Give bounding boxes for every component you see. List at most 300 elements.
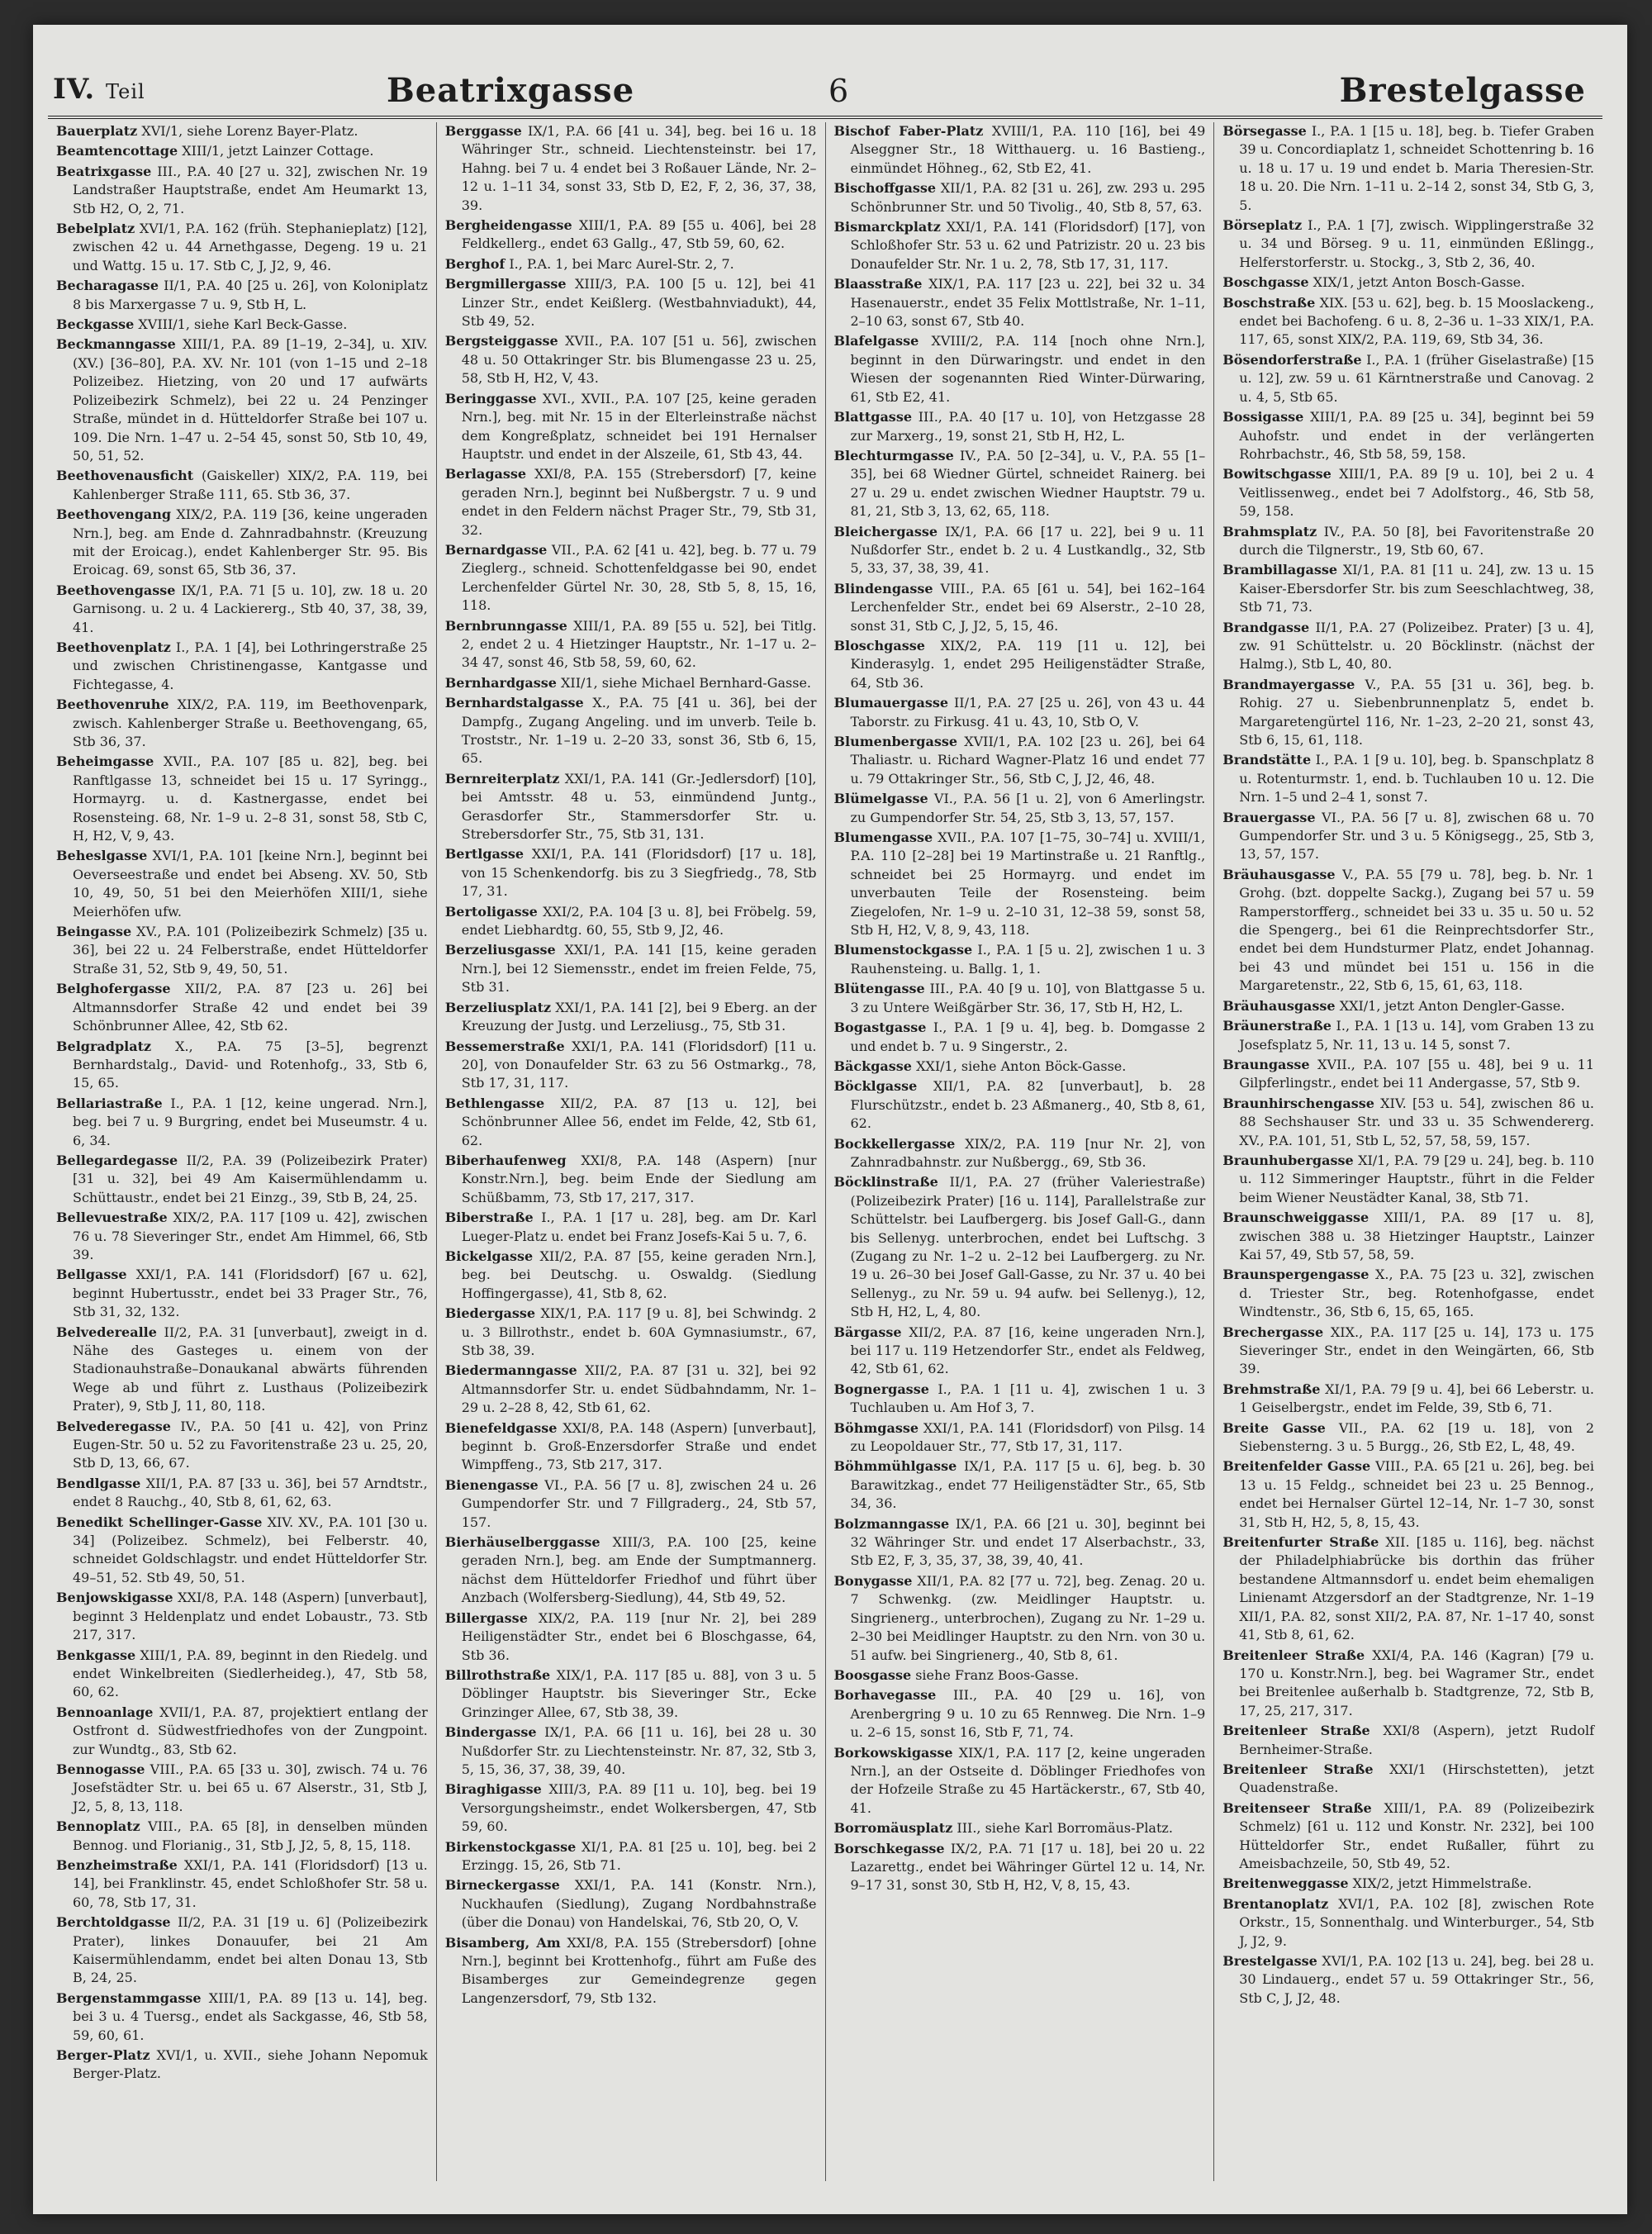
street-details: I., P.A. 1 [9 u. 4], beg. b. Domgasse 2 und endet b. 7 u. 9 Singerstr., 2. <box>850 1020 1206 1054</box>
street-entry <box>1222 1381 1594 1418</box>
street-name: Brahmsplatz <box>1222 523 1317 539</box>
street-name: Bennogasse <box>56 1761 145 1777</box>
street-details: XII/1, P.A. 82 [unverbaut], b. 28 Flurschützstr., endet b. 23 Aßmanerg., 40, Stb 8, 61, 62. <box>850 1078 1206 1132</box>
street-details: siehe Franz Boos-Gasse. <box>915 1666 1079 1683</box>
street-details: I., P.A. 1 [11 u. 4], zwischen 1 u. 3 Tuchlauben u. Am Hof 3, 7. <box>850 1381 1206 1416</box>
street-entry <box>445 1152 817 1207</box>
street-name: Biraghigasse <box>444 1781 542 1798</box>
street-name: Berzeliusplatz <box>444 999 552 1015</box>
street-name: Berzeliusgasse <box>444 942 556 958</box>
street-details: I., P.A. 1 [7], zwisch. Wipplingerstraße 32 u. 34 und Börseg. 9 u. 11, einmünden Eßlingg., Helferstorferstr. u. Stockg., 3, Stb 2, 36, 40. <box>1239 217 1594 270</box>
street-entry <box>834 1840 1206 1895</box>
street-name: Beamtencottage <box>56 143 178 159</box>
street-name: Bärgasse <box>833 1324 902 1340</box>
street-entry <box>834 733 1206 788</box>
street-entry <box>834 980 1206 1017</box>
street-name: Bischof Faber-Platz <box>833 123 984 139</box>
street-entry <box>56 582 428 637</box>
street-details: I., P.A. 1 [13 u. 14], vom Graben 13 zu Josefsplatz 5, Nr. 11, 13 u. 14 5, sonst 7. <box>1239 1018 1595 1053</box>
street-name: Beethovenruhe <box>56 696 169 713</box>
street-name: Bergsteiggasse <box>444 333 558 349</box>
street-entry <box>56 1589 428 1644</box>
street-name: Benjowskigasse <box>56 1590 173 1606</box>
street-entry <box>1222 561 1594 616</box>
street-entry <box>56 639 428 694</box>
street-details: I., P.A. 1 (früher Giselastraße) [15 u. 12], zw. 59 u. 61 Kärntnerstraße und Canovag. 2 u. 4, 5, Stb 65. <box>1239 351 1594 405</box>
street-details: XXI/1, P.A. 141 [2], bei 9 Eberg. an der Kreuzung der Justg. und Lerzeliusg., 75, Stb 31. <box>461 999 817 1034</box>
street-name: Böcklgasse <box>833 1078 918 1095</box>
street-details: XIII/3, P.A. 89 [11 u. 10], beg. bei 19 Versorgungsheimstr., endet Wolkersbergen, 47, Stb 59, 60. <box>461 1781 817 1835</box>
street-details: IX/1, P.A. 66 [17 u. 22], bei 9 u. 11 Nußdorfer Str., endet b. 2 u. 4 Lustkandlg., 32, Stb 5, 33, 37, 38, 39, 41. <box>850 523 1206 577</box>
street-details: III., P.A. 40 [27 u. 32], zwischen Nr. 19 Landstraßer Hauptstraße, endet Am Heumarkt 13, Stb H2, O, 2, 71. <box>73 163 428 216</box>
street-entry <box>834 275 1206 330</box>
street-name: Bernardgasse <box>444 541 548 558</box>
street-details: XXI/8, P.A. 155 (Strebersdorf) [7, keine geraden Nrn.], beginnt bei Nußbergstr. 7 u. 9 und endet in den Feldern nächst Prager Str., 79, Stb 31, 32. <box>461 466 817 538</box>
street-name: Braunspergengasse <box>1222 1267 1370 1283</box>
street-details: XVII., P.A. 107 [55 u. 48], bei 9 u. 11 Gilpferlingstr., endet bei 11 Andergasse, 57, Stb 9. <box>1239 1056 1594 1091</box>
street-name: Biedergasse <box>444 1305 536 1322</box>
street-name: Blafelgasse <box>833 333 919 349</box>
street-entry <box>445 1038 817 1093</box>
street-details: XV., P.A. 101 (Polizeibezirk Schmelz) [35 u. 36], bei 22 u. 24 Felberstraße, endet Hütteldorfer Straße 31, 52, Stb 9, 49, 50, 51. <box>73 924 428 977</box>
street-details: I., P.A. 1 [4], bei Lothringerstraße 25 und zwischen Christinengasse, Kantgasse und Fichtegasse, 4. <box>73 639 428 692</box>
street-details: VIII., P.A. 65 [21 u. 26], beg. bei 13 u. 15 Feldg., schneidet bei 23 u. 25 Bennog., endet bei Hernalser Gürtel 12–14, Nr. 1–7 30, sonst 31, Stb H, H2, 5, 8, 15, 43. <box>1239 1458 1594 1530</box>
street-entry <box>1222 866 1594 996</box>
street-details: XII/1, P.A. 87 [33 u. 36], bei 57 Arndtstr., endet 8 Rauchg., 40, Stb 8, 61, 62, 63. <box>73 1475 428 1510</box>
street-details: XVI/1, P.A. 102 [13 u. 24], beg. bei 28 u. 30 Lindauerg., endet 57 u. 59 Ottakringer Str., 56, Stb C, J, J2, 48. <box>1239 1953 1594 2006</box>
street-name: Böhmgasse <box>833 1419 919 1436</box>
street-entry <box>445 617 817 673</box>
street-details: XXI/1, jetzt Anton Dengler-Gasse. <box>1339 997 1565 1014</box>
street-name: Beckmanngasse <box>56 336 176 353</box>
directory-page <box>33 25 1627 2214</box>
street-details: XIII/1, P.A. 89 [1–19, 2–34], u. XIV. (XV.) [36–80], P.A. XV. Nr. 101 (von 1–15 und 2–18 Polizeibez. Hietzing, von 20 und 17 aufwärts Polizeibezirk Schmelz), bei 22 u. 24 Penzinger Straße, mündet in d. Hütteldorfer Straße bei 107 u. 109. Die Nrn. 1–47 u. 2–54 45, sonst 50, Stb 10, 49, 50, 51, 52. <box>73 336 428 463</box>
street-entry <box>1222 1017 1594 1054</box>
street-name: Bennoplatz <box>56 1818 140 1835</box>
street-name: Bonygasse <box>833 1572 913 1589</box>
street-details: XIX/2, P.A. 117 [109 u. 42], zwischen 76 u. 78 Sieveringer Str., endet Am Himmel, 66, Stb 39. <box>73 1210 428 1262</box>
street-name: Boosgasse <box>833 1666 912 1683</box>
street-details: IV., P.A. 50 [41 u. 42], von Prinz Eugen-Str. 50 u. 52 zu Favoritenstraße 23 u. 25, 20, Stb D, 13, 66, 67. <box>73 1418 428 1471</box>
street-entry <box>56 1038 428 1093</box>
street-name: Bräuhausgasse <box>1222 997 1336 1014</box>
street-name: Braungasse <box>1222 1056 1310 1072</box>
street-entry <box>56 316 428 334</box>
street-details: XVII., P.A. 107 [1–75, 30–74] u. XVIII/1, P.A. 110 [2–28] bei 19 Martinstraße u. 21 Ranftlg., schneidet bei 25 Hormayrg. und endet im unverbauten Teile der Rosensteing. beim Ziegelofen, Nr. 1–9 u. 2–10 31, 12–38 59, sonst 58, Stb H, H2, V, 8, 9, 43, 118. <box>850 829 1206 939</box>
street-entry <box>56 1514 428 1588</box>
street-details: XXI/1, P.A. 141 (Gr.-Jedlersdorf) [10], bei Amtsstr. 48 u. 53, einmündend Juntg., Gerasdorfer Str., Stammersdorfer Str. u. Strebersdorfer Str., 75, Stb 31, 131. <box>461 770 817 843</box>
street-details: XXI/1, P.A. 141 (Floridsdorf) von Pilsg. 14 zu Leopoldauer Str., 77, Stb 17, 31, 117. <box>850 1419 1206 1455</box>
street-entry <box>56 1913 428 1988</box>
street-entry <box>1222 619 1594 674</box>
street-details: II/2, P.A. 39 (Polizeibezirk Prater) [31 u. 32], bei 49 Am Kaisermühlendamm u. Schüttaustr., endet bei 21 Einzg., 39, Stb B, 24, 25. <box>73 1152 428 1205</box>
street-name: Bossigasse <box>1222 409 1304 425</box>
street-name: Beethovengasse <box>56 582 176 598</box>
street-name: Bendlgasse <box>56 1475 141 1491</box>
street-entry <box>445 332 817 387</box>
street-details: XXI/4, P.A. 146 (Kagran) [79 u. 170 u. Konstr.Nrn.], beg. bei Wagramer Str., endet bei Breitenlee außerhalb b. Stadtgrenze, 72, Stb B, 17, 25, 217, 317. <box>1239 1647 1594 1718</box>
street-entry <box>834 1173 1206 1321</box>
street-name: Bertlgasse <box>444 846 525 863</box>
street-entry <box>445 255 817 273</box>
street-details: XXI/1, P.A. 141 (Floridsdorf) [17 u. 18], von 15 Schenkendorfg. bis zu 3 Siegfriedg., 78, Stb 17, 31. <box>461 846 817 900</box>
street-name: Brandgasse <box>1222 619 1310 635</box>
street-details: XVII., P.A. 107 [51 u. 56], zwischen 48 u. 50 Ottakringer Str. bis Blumengasse 23 u. 25, 58, Stb H, H2, V, 43. <box>461 333 817 387</box>
street-entry <box>56 335 428 465</box>
street-name: Blümelgasse <box>833 791 928 807</box>
street-name: Birkenstockgasse <box>444 1838 577 1855</box>
street-entry <box>56 1475 428 1512</box>
street-entry <box>834 332 1206 406</box>
street-details: XI/1, P.A. 81 [25 u. 10], beg. bei 2 Erzingg. 15, 26, Stb 71. <box>461 1838 817 1873</box>
street-name: Bellevuestraße <box>56 1210 168 1226</box>
street-name: Breitenweggasse <box>1222 1875 1349 1892</box>
street-name: Billergasse <box>444 1609 528 1626</box>
street-details: X., P.A. 75 [41 u. 36], bei der Dampfg., Zugang Angeling. und im unverb. Teile b. Troststr., Nr. 1–19 u. 2–20 33, sonst 36, Stb 6, 15, 65. <box>461 695 817 767</box>
street-entry <box>834 1457 1206 1513</box>
first-street-heading: Beatrixgasse <box>387 71 635 110</box>
street-details: XII/1, P.A. 82 [31 u. 26], zw. 293 u. 295 Schönbrunner Str. und 50 Tivolig., 40, Stb 8, 57, 63. <box>850 180 1206 215</box>
street-entry <box>445 694 817 768</box>
street-details: IX/1, P.A. 66 [11 u. 16], bei 28 u. 30 Nußdorfer Str. zu Liechtensteinstr. Nr. 87, 32, Stb 3, 5, 15, 36, 37, 38, 39, 40. <box>461 1724 817 1777</box>
street-details: XI/1, P.A. 81 [11 u. 24], zw. 13 u. 15 Kaiser-Ebersdorfer Str. bis zum Seeschlachtweg, 38, Stb 71, 73. <box>1239 562 1594 616</box>
page-header <box>48 66 1602 119</box>
street-entry <box>56 220 428 275</box>
street-name: Boschgasse <box>1222 274 1309 291</box>
street-entry <box>445 1780 817 1836</box>
street-details: XXI/1, P.A. 141 [15, keine geraden Nrn.], bei 12 Siemensstr., endet im freien Felde, 75, Stb 31. <box>461 942 817 996</box>
street-details: VII., P.A. 62 [41 u. 42], beg. b. 77 u. 79 Zieglerg., schneid. Schottenfeldgasse bei 90, endet Lerchenfelder Gürtel Nr. 30, 28, Stb 5, 8, 15, 16, 118. <box>461 541 817 614</box>
street-details: X., P.A. 75 [23 u. 32], zwischen d. Triester Str., beg. Rotenhofgasse, endet Windtenstr., 36, Stb 6, 15, 65, 165. <box>1239 1267 1594 1320</box>
street-name: Birneckergasse <box>444 1877 560 1894</box>
street-details: XII/1, P.A. 82 [77 u. 72], beg. Zenag. 20 u. 7 Schwenkg. (zw. Meidlinger Hauptstr. u. Singrienerg., unterbrochen), Zugang zu Nr. 1–29 u. 2–30 bei Meidlinger Hauptstr. zu den Nrn. von 30 u. 51 aufw. bei Singrienerg., 40, Stb 8, 61. <box>850 1572 1206 1663</box>
street-name: Belgradplatz <box>56 1038 152 1054</box>
street-details: XIII/1, P.A. 89 (Polizeibezirk Schmelz) [61 u. 112 und Konstr. Nr. 232], bei 100 Hütteldorfer Str., endet Rußaller, führt zu Ameisbachzeile, 50, Stb 49, 52. <box>1239 1799 1595 1871</box>
street-entry <box>834 1135 1206 1172</box>
street-entry <box>1222 1875 1594 1893</box>
street-details: XIII/3, P.A. 100 [5 u. 12], bei 41 Linzer Str., endet Keißlerg. (Westbahnviadukt), 44, Stb 49, 52. <box>461 276 817 330</box>
street-name: Bessemerstraße <box>444 1038 565 1054</box>
street-details: VIII., P.A. 65 [8], in denselben münden Bennog. und Florianig., 31, Stb J, J2, 5, 8, 15, 118. <box>73 1818 428 1853</box>
street-name: Breitenfelder Gasse <box>1222 1458 1371 1475</box>
street-details: I., P.A. 1, bei Marc Aurel-Str. 2, 7. <box>509 255 734 272</box>
street-details: IX/1, P.A. 66 [41 u. 34], beg. bei 16 u. 18 Währinger Str., schneid. Liechtensteinstr. bei 17, Hahng. bei 7 u. 4 endet bei 3 Roßauer Lände, Nr. 2–12 u. 1–11 34, sonst 33, Stb D, E2, F, 2, 36, 37, 38, 39. <box>461 123 817 213</box>
street-name: Bienengasse <box>444 1476 539 1493</box>
street-entry <box>56 1989 428 2045</box>
street-entry <box>56 980 428 1035</box>
street-details: III., P.A. 40 [9 u. 10], von Blattgasse 5 u. 3 zu Untere Weißgärber Str. 36, 17, Stb H, H2, L. <box>850 981 1206 1015</box>
street-entry <box>445 1248 817 1303</box>
street-entry <box>1222 1722 1594 1759</box>
street-entry <box>445 845 817 901</box>
street-details: VI., P.A. 56 [1 u. 2], von 6 Amerlingstr. zu Gumpendorfer Str. 54, 25, Stb 3, 13, 57, 157. <box>850 791 1206 825</box>
street-details: XIII/3, P.A. 100 [25, keine geraden Nrn.], beg. am Ende der Sumptmannerg. nächst dem Hütteldorfer Friedhof und führt über Anzbach (Wolfersberg-Siedlung), 44, Stb 49, 52. <box>461 1534 817 1606</box>
street-details: XI/1, P.A. 79 [29 u. 24], beg. b. 110 u. 112 Simmeringer Hauptstr., führt in die Felder beim Wiener Neustädter Kanal, 38, Stb 71. <box>1239 1152 1594 1205</box>
street-details: VI., P.A. 56 [7 u. 8], zwischen 24 u. 26 Gumpendorfer Str. und 7 Fillgraderg., 24, Stb 57, 157. <box>461 1476 817 1530</box>
street-entry <box>1222 408 1594 463</box>
street-name: Beheslgasse <box>56 848 148 864</box>
street-name: Beckgasse <box>56 316 135 333</box>
street-entry <box>834 218 1206 273</box>
street-entry <box>445 275 817 330</box>
street-details: XIX/1, jetzt Anton Bosch-Gasse. <box>1313 274 1526 291</box>
street-details: III., P.A. 40 [17 u. 10], von Hetzgasse 28 zur Marxerg., 19, sonst 21, Stb H, H2, L. <box>850 409 1206 444</box>
street-entry <box>56 2046 428 2084</box>
street-entry <box>445 1533 817 1608</box>
street-name: Bräunerstraße <box>1222 1018 1332 1034</box>
street-entry <box>1222 1533 1594 1644</box>
street-name: Beheimgasse <box>56 753 154 770</box>
street-name: Belghofergasse <box>56 981 171 997</box>
street-entry <box>56 506 428 580</box>
street-entry <box>56 847 428 921</box>
street-name: Breitenseer Straße <box>1222 1799 1372 1816</box>
street-name: Beingasse <box>56 924 132 940</box>
street-details: XVIII/1, siehe Karl Beck-Gasse. <box>138 316 348 333</box>
street-name: Börseplatz <box>1222 217 1303 234</box>
street-details: III., siehe Karl Borromäus-Platz. <box>957 1820 1173 1837</box>
street-name: Breite Gasse <box>1222 1419 1326 1436</box>
street-entry <box>445 1723 817 1779</box>
street-name: Belvederealle <box>56 1324 157 1340</box>
street-name: Bellgasse <box>56 1267 127 1283</box>
street-details: XII/2, P.A. 87 [31 u. 32], bei 92 Altmannsdorfer Str. u. endet Südbahndamm, Nr. 1–29 u. 2–28 8, 42, Stb 61, 62. <box>461 1362 817 1416</box>
street-name: Billrothstraße <box>444 1666 551 1683</box>
street-entry <box>834 523 1206 578</box>
street-entry <box>445 1305 817 1360</box>
street-name: Belvederegasse <box>56 1418 171 1434</box>
street-name: Bischoffgasse <box>833 180 937 197</box>
street-entry <box>1222 1457 1594 1532</box>
street-entry <box>834 790 1206 827</box>
street-name: Brambillagasse <box>1222 562 1338 578</box>
street-name: Borkowskigasse <box>833 1744 953 1761</box>
street-entry <box>834 1686 1206 1742</box>
street-entry <box>1222 1095 1594 1150</box>
street-name: Bockkellergasse <box>833 1135 956 1152</box>
street-details: XVI/1, siehe Lorenz Bayer-Platz. <box>141 123 358 139</box>
street-name: Berlagasse <box>444 466 527 482</box>
street-details: (Gaiskeller) XIX/2, P.A. 119, bei Kahlenberger Straße 111, 65. Stb 36, 37. <box>73 468 428 502</box>
street-details: XXI/1, P.A. 141 (Floridsdorf) [17], von Schloßhofer Str. 53 u. 62 und Patrizistr. 20 u. 23 bis Donaufelder Str. Nr. 1 u. 2, 78, Stb 17, 31, 117. <box>850 219 1206 272</box>
column-2 <box>437 122 826 2181</box>
street-details: XIII/1, P.A. 89 [9 u. 10], bei 2 u. 4 Veitlissenweg., endet bei 7 Adolfstorg., 46, Stb 58, 59, 158. <box>1239 466 1595 520</box>
street-details: II/1, P.A. 27 (früher Valeriestraße) (Polizeibezirk Prater) [16 u. 114], Parallelstraße zur Schüttelstr. bei Laufbergerg. bis Josef Gall-G., dann bis Sellenyg. unterbrochen, endet bei Luftschg. 3 (Zugang zu Nr. 1–2 u. 2–12 bei Laufbergerg. zu Nr. 19 u. 26–30 bei Josef Gall-Gasse, zu Nr. 37 u. 40 bei Sellenyg., zu Nr. 59 u. 94 aufw. bei Sellenyg.), 12, Stb H, H2, L, 4, 80. <box>850 1174 1206 1320</box>
street-details: XXI/1 (Hirschstetten), jetzt Quadenstraße. <box>1239 1761 1594 1796</box>
street-name: Boschstraße <box>1222 294 1316 311</box>
street-entry <box>445 1609 817 1665</box>
street-entry <box>445 1876 817 1932</box>
street-details: XII/2, P.A. 87 [55, keine geraden Nrn.], beg. bei Deutschg. u. Oswaldg. (Siedlung Hoffingergasse), 41, Stb 8, 62. <box>461 1248 817 1301</box>
street-details: IX/1, P.A. 71 [5 u. 10], zw. 18 u. 20 Garnisong. u. 2 u. 4 Lackiererg., Stb 40, 37, 38, 39, 41. <box>73 582 428 635</box>
street-entry <box>56 277 428 314</box>
street-details: XVIII/1, P.A. 110 [16], bei 49 Alseggner Str., 18 Witthauerg. u. 16 Bastieng., einmündet Höhneg., 62, Stb E2, 41. <box>850 123 1206 176</box>
street-details: XIX/2, P.A. 119 [nur Nr. 2], bei 289 Heiligenstädter Str., endet bei 6 Bloschgasse, 64, Stb 36. <box>461 1609 817 1663</box>
street-name: Breitenleer Straße <box>1222 1723 1370 1739</box>
street-details: IV., P.A. 50 [8], bei Favoritenstraße 20 durch die Tilgnerstr., 19, Stb 60, 67. <box>1239 523 1594 558</box>
street-entry <box>1222 1152 1594 1207</box>
street-name: Biberstraße <box>444 1210 534 1226</box>
street-name: Bergenstammgasse <box>56 1989 202 2006</box>
street-details: XIX/1, P.A. 117 [9 u. 8], bei Schwindg. 2 u. 3 Billrothstr., endet b. 60A Gymnasiumstr., 67, Stb 38, 39. <box>461 1305 817 1358</box>
street-name: Blumauergasse <box>833 695 949 711</box>
street-details: XXI/8, P.A. 148 (Aspern) [nur Konstr.Nrn.], beg. beim Ende der Siedlung am Schüßbamm, 73, Stb 17, 217, 317. <box>461 1152 817 1205</box>
street-name: Bindergasse <box>444 1724 537 1741</box>
street-details: V., P.A. 55 [31 u. 36], beg. b. Rohig. 27 u. Siebenbrunnenplatz 5, endet b. Margaretengürtel 116, Nr. 1–23, 2–20 21, sonst 43, Stb 6, 15, 61, 118. <box>1239 676 1594 748</box>
street-entry <box>1222 1209 1594 1264</box>
street-details: XVIII/2, P.A. 114 [noch ohne Nrn.], beginnt in den Dürwaringstr. und endet in den Wiesen der sogenannten Ried Winter-Dürwaring, 61, Stb E2, 41. <box>850 333 1206 405</box>
street-name: Bernreiterplatz <box>444 770 560 787</box>
street-details: XXI/8 (Aspern), jetzt Rudolf Bernheimer-Straße. <box>1239 1723 1594 1757</box>
street-entry <box>1222 1952 1594 2008</box>
street-details: XIII/1, P.A. 89, beginnt in den Riedelg. und endet Winkelbreiten (Siedlerheideg.), 47, Stb 58, 60, 62. <box>73 1647 428 1700</box>
street-details: XII/2, P.A. 87 [23 u. 26] bei Altmannsdorfer Straße 42 und endet bei 39 Schönbrunner Allee, 42, Stb 62. <box>73 981 428 1034</box>
street-details: XIII/1, P.A. 89 [55 u. 406], bei 28 Feldkellerg., endet 63 Gallg., 47, Stb 59, 60, 62. <box>461 217 817 252</box>
street-details: I., P.A. 1 [15 u. 18], beg. b. Tiefer Graben 39 u. Concordiaplatz 1, schneidet Schottenring b. 16 u. 18 u. 17 u. 19 und endet b. Maria Theresien-Str. 18 u. 20. Die Nrn. 1–11 u. 2–14 2, sonst 34, Stb G, 3, 5. <box>1239 123 1594 213</box>
street-name: Blumenbergasse <box>833 734 958 749</box>
street-entry <box>834 1381 1206 1418</box>
street-details: IV., P.A. 50 [2–34], u. V., P.A. 55 [1–35], bei 68 Wiedner Gürtel, schneidet Rainerg. bei 27 u. 29 u. endet zwischen Wiedner Hauptstr. 79 u. 81, 21, Stb 3, 13, 62, 65, 118. <box>850 447 1206 520</box>
columns-container <box>48 122 1602 2181</box>
last-street-heading: Brestelgasse <box>1339 71 1586 110</box>
street-name: Biedermanngasse <box>444 1362 577 1379</box>
street-entry <box>834 1744 1206 1818</box>
street-details: XVI., XVII., P.A. 107 [25, keine geraden Nrn.], beg. mit Nr. 15 in der Elterleinstraße nächst dem Kongreßplatz, schneidet bei 191 Hernalser Hauptstr. und endet in der Alszeile, 61, Stb 43, 44. <box>461 390 817 462</box>
street-details: XVI/1, P.A. 162 (früh. Stephanieplatz) [12], zwischen 42 u. 44 Arnethgasse, Degeng. 19 u. 21 und Wattg. 15 u. 17. Stb C, J, J2, 9, 46. <box>73 221 428 273</box>
street-name: Berggasse <box>444 123 522 139</box>
street-details: XXI/8, P.A. 148 (Aspern) [unverbaut], beginnt b. Groß-Enzersdorfer Straße und endet Wimpffeng., 73, Stb 217, 317. <box>461 1419 817 1473</box>
street-entry <box>56 1704 428 1759</box>
street-entry <box>445 903 817 940</box>
street-details: XIX/1, P.A. 117 [23 u. 22], bei 32 u. 34 Hasenauerstr., endet 35 Felix Mottlstraße, Nr. 1–11, 2–10 63, sonst 67, Stb 40. <box>850 276 1206 330</box>
street-name: Blaasstraße <box>833 276 923 292</box>
street-details: XXI/1, P.A. 141 (Floridsdorf) [11 u. 20], von Donaufelder Str. 63 zu 56 Ostmarkg., 78, Stb 17, 31, 117. <box>461 1038 817 1091</box>
street-entry <box>834 1515 1206 1571</box>
street-entry <box>445 1838 817 1875</box>
street-name: Bertoligasse <box>444 903 538 920</box>
street-details: XXI/1, P.A. 141 (Floridsdorf) [67 u. 62], beginnt Hubertusstr., endet bei 33 Prager Str., 76, Stb 31, 32, 132. <box>73 1267 428 1320</box>
street-name: Blütengasse <box>833 981 925 997</box>
street-details: XII/2, P.A. 87 [13 u. 12], bei Schönbrunner Allee 56, endet im Felde, 42, Stb 61, 62. <box>461 1095 817 1148</box>
street-name: Brentanoplatz <box>1222 1895 1329 1912</box>
street-name: Benzheimstraße <box>56 1856 178 1873</box>
street-details: XXI/2, P.A. 104 [3 u. 8], bei Fröbelg. 59, endet Liebhardtg. 60, 55, Stb 9, J2, 46. <box>461 903 817 939</box>
street-details: XIV. [53 u. 54], zwischen 86 u. 88 Sechshauser Str. und 33 u. 35 Schwendererg. XV., P.A. 101, 51, Stb L, 52, 57, 58, 59, 157. <box>1239 1095 1594 1148</box>
street-details: II/1, P.A. 40 [25 u. 26], von Koloniplatz 8 bis Marxergasse 7 u. 9, Stb H, L. <box>73 278 428 312</box>
street-name: Blattgasse <box>833 409 912 425</box>
street-details: XIX/2, P.A. 119 [36, keine ungeraden Nrn.], beg. am Ende d. Zahnradbahnstr. (Kreuzung mit der Eroicag.), endet Kahlenberger Str. 95. Bis Eroicag. 69, sonst 65, Stb 36, 37. <box>73 506 428 578</box>
street-entry <box>1222 1761 1594 1798</box>
street-details: XXI/1, siehe Anton Böck-Gasse. <box>916 1058 1127 1074</box>
street-name: Bauerplatz <box>56 123 138 139</box>
street-entry <box>1222 294 1594 349</box>
street-name: Beethovenplatz <box>56 639 171 655</box>
street-details: II/2, P.A. 31 [19 u. 6] (Polizeibezirk Prater), linkes Donauufer, bei 21 Am Kaisermühlendamm, endet bei alten Donau 13, Stb B, 24, 25. <box>73 1914 428 1986</box>
street-entry <box>445 1209 817 1246</box>
street-name: Beringgasse <box>444 390 537 406</box>
street-entry <box>834 1324 1206 1379</box>
street-name: Becharagasse <box>56 278 159 294</box>
street-entry <box>834 1666 1206 1685</box>
street-name: Bernhardstalgasse <box>444 695 584 711</box>
street-entry <box>445 216 817 254</box>
column-3 <box>826 122 1215 2181</box>
street-name: Bolzmanngasse <box>833 1515 950 1532</box>
street-name: Bickelgasse <box>444 1248 534 1264</box>
street-name: Bergheidengasse <box>444 217 572 234</box>
street-entry <box>1222 1056 1594 1093</box>
street-entry <box>834 694 1206 731</box>
street-name: Borhavegasse <box>833 1687 937 1704</box>
street-name: Bennoanlage <box>56 1704 154 1720</box>
street-entry <box>1222 1324 1594 1379</box>
street-entry <box>445 1419 817 1475</box>
street-details: XVI/1, P.A. 102 [8], zwischen Rote Orkstr., 15, Sonnenthalg. und Winterburger., 54, Stb J, J2, 9. <box>1239 1895 1594 1949</box>
street-entry <box>1222 273 1594 292</box>
street-entry <box>56 1152 428 1207</box>
street-details: XIX. [53 u. 62], beg. b. 15 Mooslackeng., endet bei Bachofeng. 6 u. 8, 2–36 u. 1–33 XIX/1, P.A. 117, 65, sonst XIX/2, P.A. 119, 69, Stb 34, 36. <box>1239 294 1594 348</box>
column-4 <box>1214 122 1602 2181</box>
street-details: XIII/1, jetzt Lainzer Cottage. <box>182 143 374 159</box>
street-entry <box>1222 465 1594 520</box>
street-details: XVII., P.A. 107 [85 u. 82], beg. bei Ranftlgasse 13, schneidet bei 15 u. 17 Syringg., Hormayrg. u. d. Kastnergasse, endet bei Rosensteing. 68, Nr. 1–9 u. 2–8 31, sonst 58, Stb C, H, H2, V, 9, 43. <box>73 753 428 844</box>
street-name: Braunhubergasse <box>1222 1152 1354 1168</box>
street-entry <box>56 753 428 845</box>
street-name: Bowitschgasse <box>1222 466 1332 482</box>
street-details: VIII., P.A. 65 [61 u. 54], bei 162–164 Lerchenfelder Str., endet bei 69 Alserstr., 2–10 28, sonst 31, Stb C, J, J2, 5, 15, 46. <box>850 580 1206 634</box>
street-entry <box>1222 216 1594 272</box>
street-name: Braunschweiggasse <box>1222 1210 1370 1226</box>
street-entry <box>1222 676 1594 750</box>
street-name: Beethovenausficht <box>56 468 194 484</box>
street-name: Blumenstockgasse <box>833 942 973 958</box>
street-name: Bösendorferstraße <box>1222 351 1362 368</box>
street-entry <box>445 1095 817 1150</box>
street-details: III., P.A. 40 [29 u. 16], von Arenbergring 9 u. 10 zu 65 Rennweg. Die Nrn. 1–9 u. 2–6 15, sonst 16, Stb F, 71, 74. <box>850 1687 1206 1741</box>
street-entry <box>56 1418 428 1473</box>
street-entry <box>834 1058 1206 1076</box>
street-details: I., P.A. 1 [17 u. 28], beg. am Dr. Karl Lueger-Platz u. endet bei Franz Josefs-Kai 5 u. 7, 6. <box>461 1210 817 1244</box>
street-details: XVI/1, P.A. 101 [keine Nrn.], beginnt bei Oeverseestraße und endet bei Abseng. XV. 50, Stb 10, 49, 50, 51 bei den Meierhöfen XIII/1, siehe Meierhöfen ufw. <box>73 848 428 920</box>
street-entry <box>1222 1895 1594 1951</box>
street-entry <box>1222 1799 1594 1874</box>
street-details: XXI/8, P.A. 148 (Aspern) [unverbaut], beginnt 3 Heldenplatz und endet Lobaustr., 73. Stb 217, 317. <box>73 1590 428 1643</box>
street-name: Blechturmgasse <box>833 447 954 463</box>
street-entry <box>1222 809 1594 864</box>
street-details: II/1, P.A. 27 (Polizeibez. Prater) [3 u. 4], zw. 91 Schüttelstr. u. 20 Böcklinstr. (nächst der Halmg.), Stb L, 40, 80. <box>1239 619 1594 673</box>
street-details: II/1, P.A. 27 [25 u. 26], von 43 u. 44 Taborstr. zu Firkusg. 41 u. 43, 10, Stb O, V. <box>850 695 1206 730</box>
street-name: Bernbrunngasse <box>444 617 567 634</box>
street-entry <box>1222 1419 1594 1457</box>
street-entry <box>56 142 428 160</box>
street-entry <box>1222 122 1594 215</box>
street-entry <box>56 1856 428 1912</box>
street-details: XII. [185 u. 116], beg. nächst der Philadelphiabrücke bis dorthin das früher bestandene Altmannsdorf u. endet beim ehemaligen Linienamt Atzgersdorf an der Stadtgrenze, Nr. 1–19 XII/1, P.A. 82, sonst XII/2, P.A. 87, Nr. 1–17 40, sonst 41, Stb 8, 61, 62. <box>1239 1534 1594 1643</box>
street-details: XII/1, siehe Michael Bernhard-Gasse. <box>560 674 812 691</box>
street-name: Blindengasse <box>833 580 933 597</box>
street-name: Bloschgasse <box>833 637 925 654</box>
street-details: XIII/1, P.A. 89 [17 u. 8], zwischen 388 u. 38 Hietzinger Hauptstr., Lainzer Kai 57, 49, Stb 57, 58, 59. <box>1239 1210 1595 1262</box>
street-name: Börsegasse <box>1222 123 1307 139</box>
street-name: Bellegardegasse <box>56 1152 178 1168</box>
section-label: IV. Teil <box>53 73 145 106</box>
street-name: Biberhaufenweg <box>444 1152 567 1168</box>
street-entry <box>834 408 1206 445</box>
street-entry <box>834 122 1206 178</box>
street-name: Beethovengang <box>56 506 172 523</box>
street-details: II/2, P.A. 31 [unverbaut], zweigt in d. Nähe des Gasteges u. einem von der Stadionauhstraße–Donaukanal abwärts führenden Wege ab und führt z. Lusthaus (Polizeibezirk Prater), 9, Stb J, 11, 80, 118. <box>73 1324 428 1414</box>
street-details: XIII/1, P.A. 89 [55 u. 52], bei Titlg. 2, endet 2 u. 4 Hietzinger Hauptstr., Nr. 1–17 u. 2–34 47, sonst 46, Stb 58, 59, 60, 62. <box>461 617 817 671</box>
